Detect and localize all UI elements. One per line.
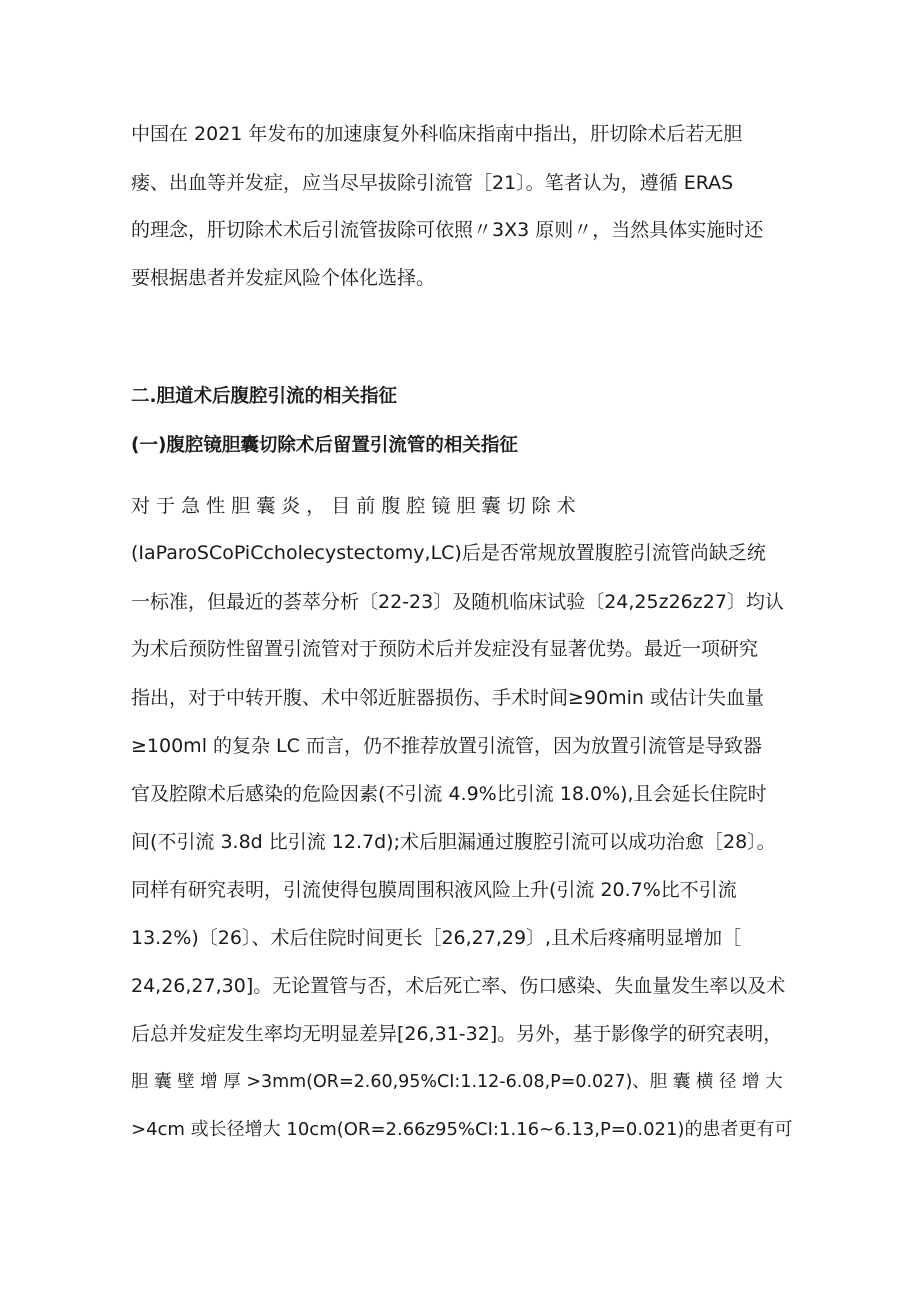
paragraph-line: 为术后预防性留置引流管对于预防术后并发症没有显著优势。最近一项研究 (131, 638, 759, 660)
paragraph-line: 中国在 2021 年发布的加速康复外科临床指南中指出，肝切除术后若无胆 (131, 123, 743, 145)
paragraph-line: 13.2%)〔26〕、术后住院时间更长［26,27,29〕,且术后疼痛明显增加［ (131, 927, 742, 949)
paragraph-line: 要根据患者并发症风险个体化选择。 (131, 267, 436, 289)
section-heading: 二.胆道术后腹腔引流的相关指征 (131, 386, 398, 407)
paragraph-line: 胆 囊 壁 增 厚 >3mm(OR=2.60,95%CI:1.12-6.08,P=0.027)、胆 囊 横 径 增 大 (131, 1072, 783, 1092)
subsection-heading: (一)腹腔镜胆囊切除术后留置引流管的相关指征 (131, 435, 518, 456)
paragraph-line: 的理念，肝切除术术后引流管拔除可依照〃3X3 原则〃，当然具体实施时还 (131, 219, 764, 241)
paragraph-line: 对 于 急 性 胆 囊 炎 ， 目 前 腹 腔 镜 胆 囊 切 除 术 (131, 495, 576, 517)
paragraph-line: 间(不引流 3.8d 比引流 12.7d);术后胆漏通过腹腔引流可以成功治愈［28〕。 (131, 831, 776, 853)
paragraph-line: 24,26,27,30]。无论置管与否，术后死亡率、伤口感染、失血量发生率以及术 (131, 975, 786, 997)
paragraph-line: 官及腔隙术后感染的危险因素(不引流 4.9%比引流 18.0%),且会延长住院时 (131, 783, 767, 805)
paragraph-line: >4cm 或长径增大 10cm(OR=2.66z95%CI:1.16~6.13,P=0.021)的患者更有可 (131, 1119, 793, 1140)
paragraph-line: ≥100ml 的复杂 LC 而言，仍不推荐放置引流管，因为放置引流管是导致器 (131, 735, 762, 757)
paragraph-line: (IaParoSCoPiCcholecystectomy,LC)后是否常规放置腹腔引流管尚缺乏统 (131, 542, 766, 564)
paragraph-line: 同样有研究表明，引流使得包膜周围积液风险上升(引流 20.7%比不引流 (131, 879, 737, 901)
paragraph-line: 一标准，但最近的荟萃分析〔22-23〕及随机临床试验〔24,25z26z27〕均认 (131, 591, 784, 613)
paragraph-line: 后总并发症发生率均无明显差异[26,31-32]。另外，基于影像学的研究表明， (131, 1023, 783, 1045)
paragraph-line: 指出，对于中转开腹、术中邻近脏器损伤、手术时间≥90min 或估计失血量 (131, 687, 764, 709)
paragraph-line: 瘘、出血等并发症，应当尽早拔除引流管［21〕。笔者认为，遵循 ERAS (131, 172, 734, 194)
